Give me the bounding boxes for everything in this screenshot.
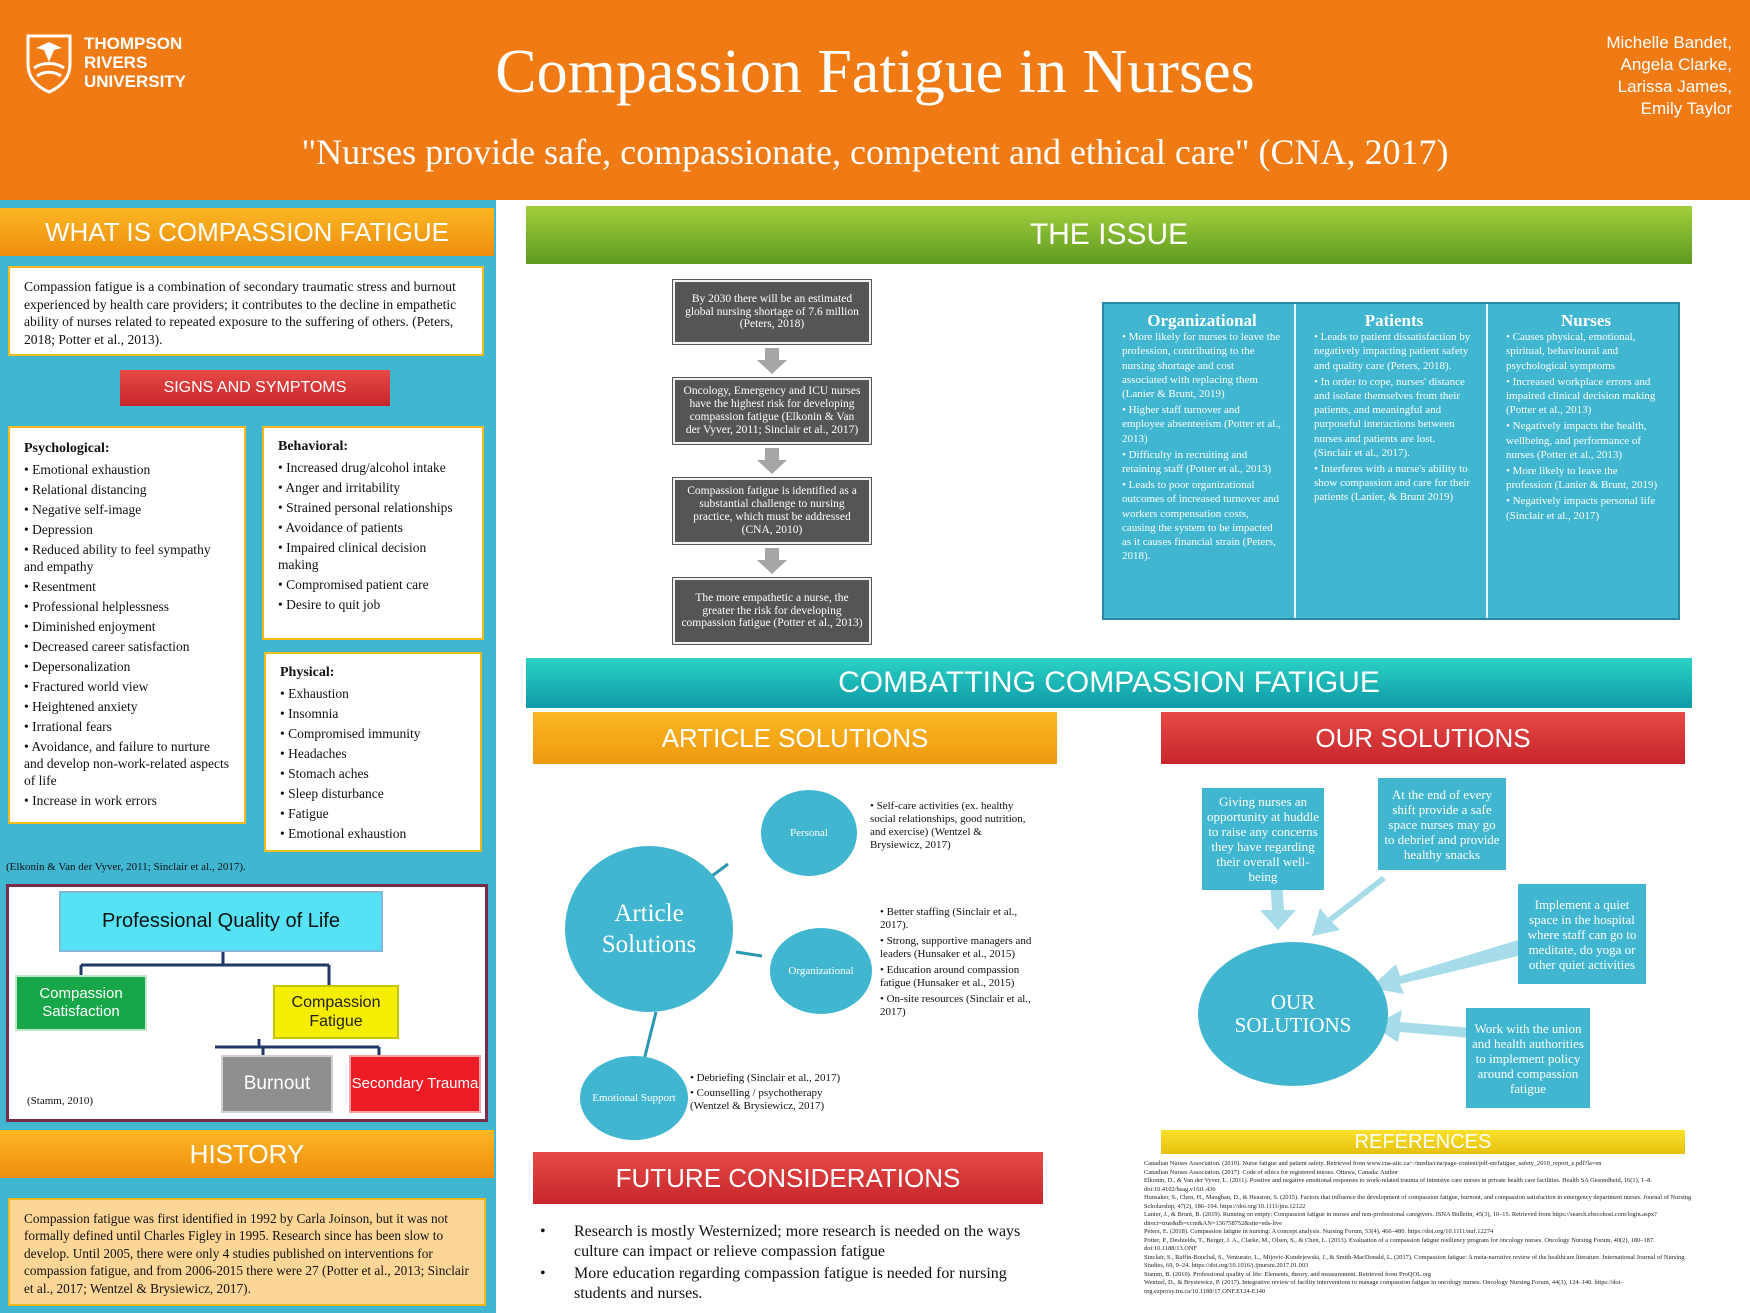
list-item: • Better staffing (Sinclair et al., 2017). — [880, 906, 1040, 932]
list-item: • Desire to quit job — [278, 596, 468, 613]
list-item: • Negative self-image — [24, 501, 230, 518]
list-item: • Emotional exhaustion — [24, 461, 230, 478]
article-solutions-heading: ARTICLE SOLUTIONS — [533, 712, 1057, 764]
reference-item: Canadian Nurses Association. (2017). Code of ethics for registered nurses. Ottawa, Canada: Author — [1144, 1168, 1399, 1176]
list-item: • Difficulty in recruiting and retaining staff (Potter et al., 2013) — [1122, 448, 1282, 476]
list-item: • Increased workplace errors and impaired clinical decision making (Potter et al., 2013) — [1506, 375, 1666, 418]
behavioral-box — [262, 426, 484, 640]
list-item: • Exhaustion — [280, 685, 466, 702]
what-heading: WHAT IS COMPASSION FATIGUE — [0, 208, 494, 256]
emotional-list — [690, 1072, 850, 1113]
column-title: Organizational — [1147, 311, 1257, 330]
list-item: • Irrational fears — [24, 718, 230, 735]
author: Michelle Bandet, — [1606, 33, 1732, 52]
pqol-citation: (Stamm, 2010) — [27, 1095, 93, 1107]
list-item: • Reduced ability to feel sympathy and empathy — [24, 541, 230, 575]
list-item: • Impaired clinical decision making — [278, 539, 468, 573]
list-item: • Emotional exhaustion — [280, 825, 466, 842]
shield-icon — [24, 32, 74, 94]
author-list — [1440, 32, 1732, 120]
list-item: • Resentment — [24, 578, 230, 595]
pqol-top-box: Professional Quality of Life — [59, 891, 383, 952]
references-heading: REFERENCES — [1161, 1130, 1685, 1154]
signs-heading: SIGNS AND SYMPTOMS — [120, 370, 390, 406]
list-item: • Compromised immunity — [280, 725, 466, 742]
author: Angela Clarke, — [1620, 55, 1732, 74]
compassion-fatigue-box: Compassion Fatigue — [273, 985, 399, 1039]
list-item: • Compromised patient care — [278, 576, 468, 593]
issue-heading: THE ISSUE — [526, 206, 1692, 264]
author: Larissa James, — [1617, 77, 1732, 96]
organizational-list — [880, 906, 1040, 1019]
our-solution-box: At the end of every shift provide a safe space nurses may go to debrief and provide healthy snacks — [1378, 778, 1506, 870]
list-item: • Increase in work errors — [24, 792, 230, 809]
list-item: • Avoidance of patients — [278, 519, 468, 536]
list-item: • Negatively impacts personal life (Sinclair et al., 2017) — [1506, 494, 1666, 522]
list-item: • Anger and irritability — [278, 479, 468, 496]
reference-item: Peters, E. (2018). Compassion fatigue in nursing: A concept analysis. Nursing Forum, 53(4), 466–480. https://doi.org/10.1111/nuf.12274 — [1144, 1228, 1494, 1235]
article-center-circle: Article Solutions — [565, 846, 733, 1012]
list-item: • Depersonalization — [24, 658, 230, 675]
university-name: THOMPSON RIVERS UNIVERSITY — [84, 34, 187, 91]
list-item: • Avoidance, and failure to nurture and develop non-work-related aspects of life — [24, 738, 230, 789]
reference-item: Potter, P., Deshields, T., Berger, J. A., Clarke, M., Olsen, S., & Chen, L. (2013). Evaluation of a compassion fatigue resiliency program for oncology nurses. Oncology Nursing Forum, 40(2), 180–187. doi:10.1188/13.ONF — [1144, 1236, 1655, 1252]
our-solution-box: Work with the union and health authorities to implement policy around compassion fatigue — [1466, 1008, 1590, 1108]
history-heading: HISTORY — [0, 1130, 494, 1178]
issue-column-nurses — [1488, 304, 1678, 618]
list-item: • Stomach aches — [280, 765, 466, 782]
list-item: • More likely to leave the profession (Lanier & Brunt, 2019) — [1506, 464, 1666, 492]
flow-box: Compassion fatigue is identified as a substantial challenge to nursing practice, which must be addressed (CNA, 2010) — [673, 478, 871, 544]
list-item: • Interferes with a nurse's ability to show compassion and care for their patients (Lanier, & Brunt 2019) — [1314, 462, 1474, 505]
list-item: • Heightened anxiety — [24, 698, 230, 715]
down-arrow-icon — [757, 448, 787, 474]
pqol-diagram — [6, 884, 488, 1122]
references-list — [1144, 1160, 1706, 1308]
compassion-satisfaction-box: Compassion Satisfaction — [15, 975, 147, 1031]
column-title: Patients — [1364, 311, 1424, 330]
author: Emily Taylor — [1640, 99, 1732, 118]
reference-item: Stamm, B. (2010). Professional quality of life: Elements, theory, and measurement. Retrieved from ProQOL.org — [1144, 1270, 1431, 1278]
signs-citation: (Elkonin & Van der Vyver, 2011; Sinclair et al., 2017). — [6, 861, 246, 873]
poster-subtitle: "Nurses provide safe, compassionate, competent and ethical care" (CNA, 2017) — [301, 132, 1449, 172]
list-item: • In order to cope, nurses' distance and isolate themselves from their patients, and meaningful and purposeful interactions between nurses and patients are lost. (Sinclair et al., 2017). — [1314, 375, 1474, 460]
list-item: • Sleep disturbance — [280, 785, 466, 802]
list-item: • More education regarding compassion fatigue is needed for nursing students and nurses. — [540, 1265, 1007, 1302]
list-item: • Fractured world view — [24, 678, 230, 695]
physical-box — [264, 652, 482, 852]
down-arrow-icon — [757, 348, 787, 374]
list-item: • Relational distancing — [24, 481, 230, 498]
header-band — [0, 0, 1750, 200]
definition-box: Compassion fatigue is a combination of secondary traumatic stress and burnout experienced by health care providers; it contributes to the decline in empathetic ability of nurses related to repeated exposure to the suffering of others. (Peters, 2018; Potter et al., 2013). — [8, 266, 484, 356]
list-item: • Headaches — [280, 745, 466, 762]
reference-item: Elkonin, D., & Van der Vyver, L. (2011). Positive and negative emotional responses to work-related trauma of intensive care nurses in private health care facilities. Health SA Gesondheid, 16(1), 1–8. doi:10.4102/hsag.v16i1.436 — [1144, 1177, 1653, 1193]
emotional-support-circle: Emotional Support — [580, 1056, 688, 1140]
combat-heading: COMBATTING COMPASSION FATIGUE — [526, 658, 1692, 708]
list-item: • Fatigue — [280, 805, 466, 822]
list-item: • Higher staff turnover and employee absenteeism (Potter et al., 2013) — [1122, 403, 1282, 446]
history-box: Compassion fatigue was first identified in 1992 by Carla Joinson, but it was not formally defined until Charles Figley in 1995. Research since has been slow to develop. Until 2005, there were only 4 studies published on interventions for compassion fatigue, and from 2006-2015 there were 27 (Potter et al., 2013; Sinclair et al., 2017; Wentzel & Brysiewicz, 2017). — [8, 1198, 486, 1306]
list-item: • Self-care activities (ex. healthy social relationships, good nutrition, and exercise) (Wentzel & Brysiewicz, 2017) — [870, 800, 1030, 852]
list-item: • Strong, supportive managers and leaders (Hunsaker et al., 2015) — [880, 935, 1040, 961]
our-solution-box: Giving nurses an opportunity at huddle to raise any concerns they have regarding their overall well-being — [1202, 788, 1324, 890]
reference-item: Wentzel, D., & Brysiewicz, P. (2017). Integrative review of facility interventions to manage compassion fatigue in oncology nurses. Oncology Nursing Forum, 44(3), 124–140. https://doi-org.ezproxy.tru.ca/10.1188/17.ONF.E124-E140 — [1144, 1279, 1623, 1295]
burnout-box: Burnout — [221, 1055, 333, 1113]
psychological-title: Psychological: — [24, 441, 110, 456]
secondary-trauma-box: Secondary Trauma — [349, 1055, 481, 1113]
behavioral-title: Behavioral: — [278, 439, 348, 454]
list-item: • On-site resources (Sinclair et al., 2017) — [880, 993, 1040, 1019]
list-item: • Depression — [24, 521, 230, 538]
list-item: • Increased drug/alcohol intake — [278, 459, 468, 476]
list-item: • Debriefing (Sinclair et al., 2017) — [690, 1072, 850, 1085]
future-heading: FUTURE CONSIDERATIONS — [533, 1152, 1043, 1204]
list-item: • Counselling / psychotherapy (Wentzel & Brysiewicz, 2017) — [690, 1087, 850, 1113]
personal-circle: Personal — [761, 790, 857, 876]
list-item: • Causes physical, emotional, spiritual, behavioural and psychological symptoms — [1506, 330, 1666, 373]
future-list — [540, 1222, 1030, 1304]
our-solution-box: Implement a quiet space in the hospital where staff can go to meditate, do yoga or other quiet activities — [1518, 884, 1646, 984]
flow-box: The more empathetic a nurse, the greater the risk for developing compassion fatigue (Potter et al., 2013) — [673, 578, 871, 644]
list-item: • Professional helplessness — [24, 598, 230, 615]
list-item: • Leads to patient dissatisfaction by negatively impacting patient safety and quality care (Peters, 2018). — [1314, 330, 1474, 373]
list-item: • More likely for nurses to leave the profession, contributing to the nursing shortage and cost associated with replacing them (Lanier & Brunt, 2019) — [1122, 330, 1282, 401]
list-item: • Insomnia — [280, 705, 466, 722]
list-item: • Diminished enjoyment — [24, 618, 230, 635]
reference-item: Hunsaker, S., Chen, H., Maughan, D., & Heaston, S. (2015). Factors that influence the development of compassion fatigue, burnout, and compassion satisfaction in emergency department nurses. Journal of Nursing Scholarship, 47(2), 186–194. https://doi.org/10.1111/jnu.12122 — [1144, 1194, 1692, 1210]
list-item: • Negatively impacts the health, wellbeing, and performance of nurses (Potter et al., 2013) — [1506, 419, 1666, 462]
university-logo — [24, 30, 224, 100]
personal-list — [870, 800, 1030, 852]
reference-item: Lanier, J., & Brunt, B. (2019). Running on empty: Compassion fatigue in nurses and non-professional caregivers. ISNA Bulletin, 45(3), 10–15. Retrieved from https://search.ebscohost.com/login.aspx?direct=true&db=ccm&AN=136758752&site=eds-live — [1144, 1211, 1657, 1227]
issue-column-patients — [1296, 304, 1488, 618]
list-item: • Education around compassion fatigue (Hunsaker et al., 2015) — [880, 964, 1040, 990]
down-arrow-icon — [757, 548, 787, 574]
our-solutions-heading: OUR SOLUTIONS — [1161, 712, 1685, 764]
column-title: Nurses — [1560, 311, 1612, 330]
psychological-box — [8, 426, 246, 824]
flow-box: By 2030 there will be an estimated global nursing shortage of 7.6 million (Peters, 2018) — [673, 280, 871, 344]
reference-item: Canadian Nurses Association. (2010). Nurse fatigue and patient safety. Retrieved from www.cna-aiic.ca/~/media/cna/page-content/pdf-en/fatigue_safety_2010_report_e.pdf?la=en — [1144, 1160, 1602, 1167]
organizational-circle: Organizational — [770, 928, 872, 1014]
list-item: • Strained personal relationships — [278, 499, 468, 516]
list-item: • Decreased career satisfaction — [24, 638, 230, 655]
issue-table — [1102, 302, 1680, 620]
issue-column-organizational — [1104, 304, 1296, 618]
physical-title: Physical: — [280, 665, 335, 680]
list-item: • Leads to poor organizational outcomes of increased turnover and workers compensation costs, causing the system to be impacted as it causes financial strain (Peters, 2018). — [1122, 478, 1282, 563]
poster-title: Compassion Fatigue in Nurses — [495, 38, 1255, 106]
list-item: • Research is mostly Westernized; more research is needed on the ways culture can impact or relieve compassion fatigue — [540, 1223, 1021, 1260]
flow-box: Oncology, Emergency and ICU nurses have the highest risk for developing compassion fatigue (Elkonin & Van der Vyver, 2011; Sinclair et al., 2017) — [673, 378, 871, 444]
our-center-circle: OUR SOLUTIONS — [1198, 942, 1388, 1086]
reference-item: Sinclair, S., Raffin-Bouchal, S., Venturato, L., Mijovic-Kondejewski, J., & Smith-MacDonald, L. (2017). Compassion fatigue: A meta-narrative review of the healthcare literature. International Journal of Nursing Studies, 69, 9–24. https://doi.org/10.1016/j.ijnurstu.2017.01.003 — [1144, 1253, 1685, 1269]
